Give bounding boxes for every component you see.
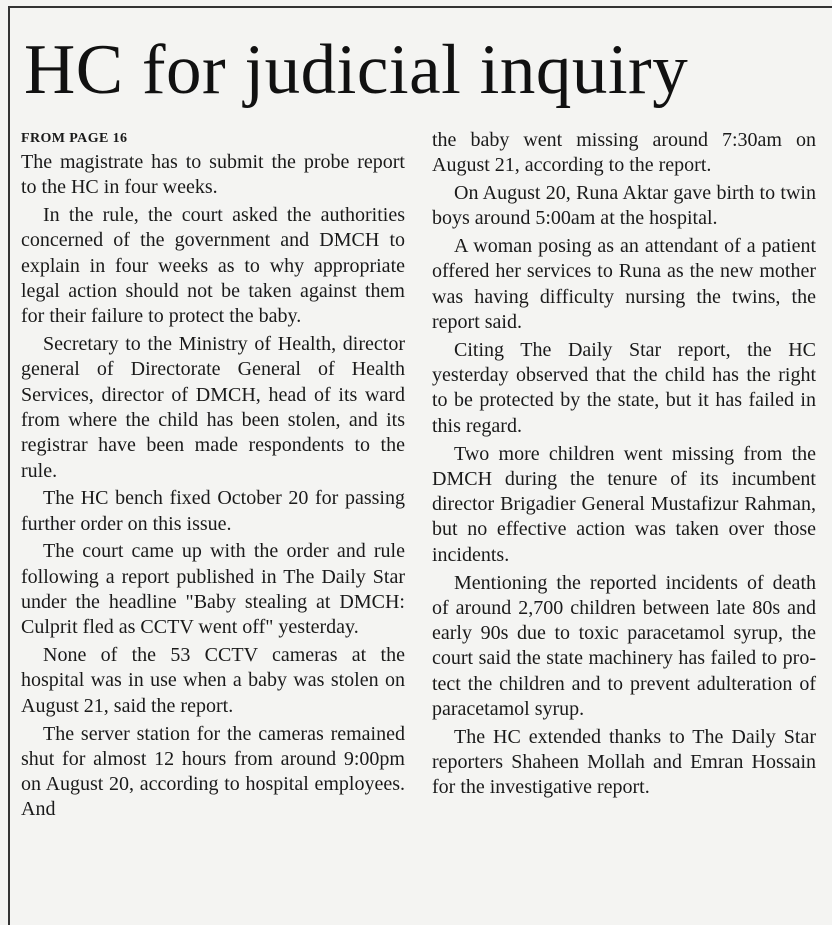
paragraph: The HC extended thanks to The Daily Star reporters Shaheen Mollah and Emran Hossain for the investigative report. [432,725,816,799]
paragraph: Mentioning the reported incidents of death of around 2,700 children between late 80s and early 90s due to toxic paracetamol syrup, the court said the state machinery has failed to protect the children and to prevent adulteration of paracetamol syrup. [432,571,816,721]
continued-from-kicker: FROM PAGE 16 [21,131,128,146]
paragraph: The server station for the cameras remained shut for almost 12 hours from around 9:00pm on August 20, according to hospital employees. And [21,722,405,821]
paragraph: A woman posing as an attendant of a patient offered her services to Runa as the new mother was having difficulty nursing the twins, the report said. [432,235,816,334]
article-column-left [21,128,405,825]
article-column-right [432,128,816,803]
paragraph: In the rule, the court asked the authorities concerned of the government and DMCH to explain in four weeks as to why appropriate legal action should not be taken against them for their failure to protect the baby. [21,204,405,328]
paragraph: The magistrate has to submit the probe report to the HC in four weeks. [21,151,405,199]
paragraph: The court came up with the order and rule following a report published in The Daily Star under the headline "Baby stealing at DMCH: Culprit fled as CCTV went off" yesterday. [21,540,405,639]
paragraph: Citing The Daily Star report, the HC yesterday observed that the child has the right to be protected by the state, but it has failed in this regard. [432,338,816,437]
headline: HC for judicial inquiry [24,31,689,109]
paragraph-continued: the baby went missing around 7:30am on August 21, according to the report. [432,129,816,177]
paragraph: Secretary to the Ministry of Health, director general of Directorate General of Health Services, director of DMCH, head of its ward from where the child has been stolen, and its registrar have been made respondents to the rule. [21,333,405,482]
paragraph: The HC bench fixed October 20 for passing further order on this issue. [21,487,405,535]
paragraph: None of the 53 CCTV cameras at the hospital was in use when a baby was stolen on August 21, said the report. [21,644,405,717]
paragraph: On August 20, Runa Aktar gave birth to twin boys around 5:00am at the hospital. [432,182,816,230]
paragraph: Two more children went missing from the DMCH during the tenure of its incumbent director Brigadier General Mustafizur Rahman, but no effective action was taken over those incidents. [432,442,816,566]
